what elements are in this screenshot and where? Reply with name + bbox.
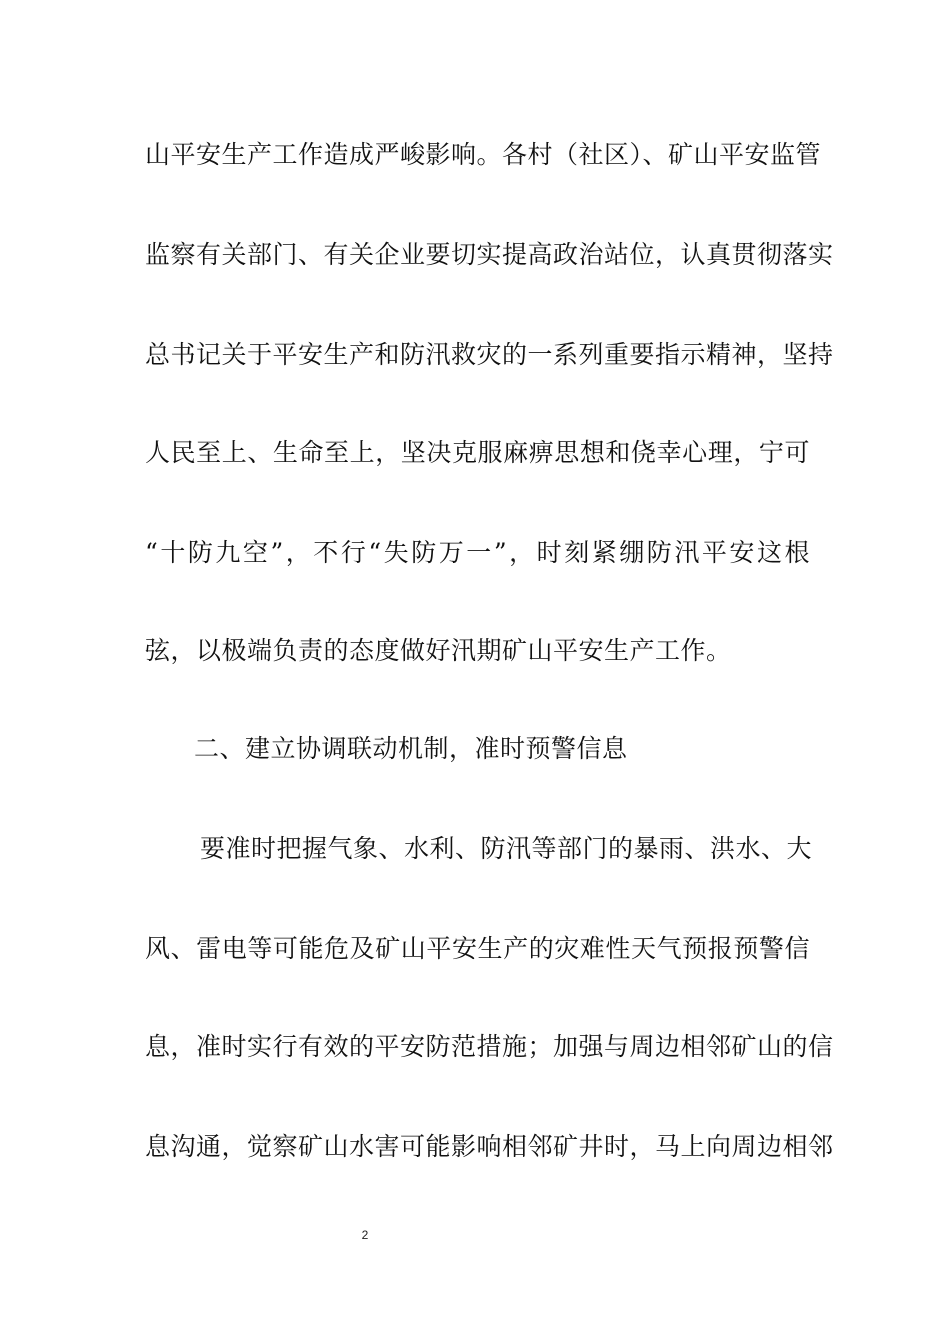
paragraph-line-1: 山平安生产工作造成严峻影响。各村（社区）、矿山平安监管 — [145, 140, 822, 169]
paragraph2-line-2: 风、雷电等可能危及矿山平安生产的灾难性天气预报预警信 — [145, 934, 810, 963]
paragraph-line-2: 监察有关部门、有关企业要切实提高政治站位，认真贯彻落实 — [145, 240, 834, 269]
page-number: 2 — [361, 1228, 369, 1242]
paragraph-line-4: 人民至上、生命至上，坚决克服麻痹思想和侥幸心理，宁可 — [145, 438, 810, 467]
paragraph-line-3: 总书记关于平安生产和防汛救灾的一系列重要指示精神，坚持 — [145, 340, 834, 369]
paragraph2-line-4: 息沟通，觉察矿山水害可能影响相邻矿井时，马上向周边相邻 — [145, 1132, 834, 1161]
paragraph-line-6: 弦，以极端负责的态度做好汛期矿山平安生产工作。 — [145, 636, 732, 665]
paragraph2-line-1: 要准时把握气象、水利、防汛等部门的暴雨、洪水、大 — [200, 834, 813, 863]
paragraph-line-5: “十防九空”，不行“失防万一”，时刻紧绷防汛平安这根 — [145, 538, 810, 567]
paragraph2-line-3: 息，准时实行有效的平安防范措施；加强与周边相邻矿山的信 — [145, 1032, 834, 1061]
section-heading: 二、建立协调联动机制，准时预警信息 — [194, 734, 628, 763]
